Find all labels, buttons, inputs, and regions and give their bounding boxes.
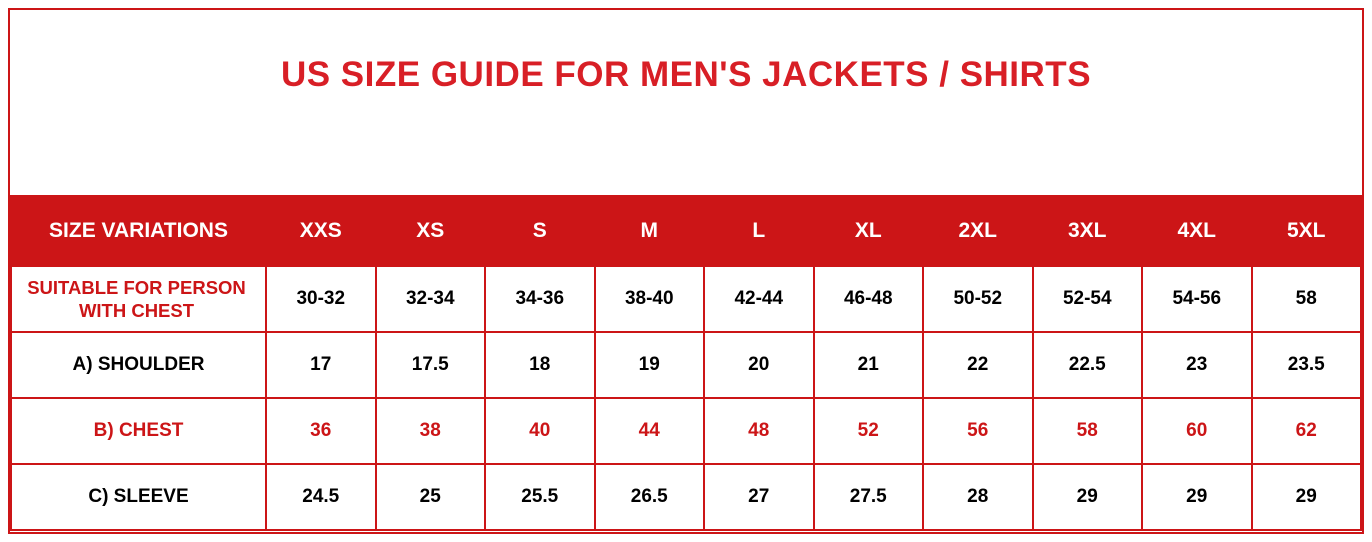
cell-sleeve-xs: 25 bbox=[376, 464, 486, 530]
cell-shoulder-5xl: 23.5 bbox=[1252, 332, 1362, 398]
table-row bbox=[11, 332, 1361, 398]
cell-chest-l: 48 bbox=[704, 398, 814, 464]
table-header-row bbox=[11, 196, 1361, 266]
size-guide-frame bbox=[8, 8, 1364, 534]
column-header-m: M bbox=[595, 196, 705, 266]
row-label-chest: B) CHEST bbox=[11, 398, 266, 464]
cell-chest-5xl: 62 bbox=[1252, 398, 1362, 464]
cell-suitable-chest-xs: 32-34 bbox=[376, 266, 486, 332]
cell-shoulder-xl: 21 bbox=[814, 332, 924, 398]
cell-shoulder-2xl: 22 bbox=[923, 332, 1033, 398]
column-header-s: S bbox=[485, 196, 595, 266]
cell-chest-m: 44 bbox=[595, 398, 705, 464]
cell-suitable-chest-s: 34-36 bbox=[485, 266, 595, 332]
cell-sleeve-2xl: 28 bbox=[923, 464, 1033, 530]
page-title: US SIZE GUIDE FOR MEN'S JACKETS / SHIRTS bbox=[280, 55, 1092, 94]
cell-shoulder-xs: 17.5 bbox=[376, 332, 486, 398]
column-header-xl: XL bbox=[814, 196, 924, 266]
cell-shoulder-l: 20 bbox=[704, 332, 814, 398]
cell-shoulder-4xl: 23 bbox=[1142, 332, 1252, 398]
cell-sleeve-xl: 27.5 bbox=[814, 464, 924, 530]
column-header-2xl: 2XL bbox=[923, 196, 1033, 266]
table-row bbox=[11, 464, 1361, 530]
cell-suitable-chest-5xl: 58 bbox=[1252, 266, 1362, 332]
cell-shoulder-xxs: 17 bbox=[266, 332, 376, 398]
cell-suitable-chest-xl: 46-48 bbox=[814, 266, 924, 332]
table-header bbox=[11, 196, 1361, 266]
cell-chest-2xl: 56 bbox=[923, 398, 1033, 464]
column-header-3xl: 3XL bbox=[1033, 196, 1143, 266]
table-row bbox=[11, 266, 1361, 332]
size-chart-table bbox=[10, 195, 1362, 531]
column-header-4xl: 4XL bbox=[1142, 196, 1252, 266]
row-label-suitable-chest bbox=[11, 266, 266, 332]
cell-sleeve-s: 25.5 bbox=[485, 464, 595, 530]
column-header-5xl: 5XL bbox=[1252, 196, 1362, 266]
cell-suitable-chest-2xl: 50-52 bbox=[923, 266, 1033, 332]
cell-shoulder-m: 19 bbox=[595, 332, 705, 398]
cell-chest-xs: 38 bbox=[376, 398, 486, 464]
cell-suitable-chest-m: 38-40 bbox=[595, 266, 705, 332]
cell-chest-xxs: 36 bbox=[266, 398, 376, 464]
cell-chest-xl: 52 bbox=[814, 398, 924, 464]
title-area bbox=[10, 10, 1362, 195]
cell-shoulder-3xl: 22.5 bbox=[1033, 332, 1143, 398]
cell-sleeve-4xl: 29 bbox=[1142, 464, 1252, 530]
row-label-line2: WITH CHEST bbox=[78, 300, 195, 321]
table-row bbox=[11, 398, 1361, 464]
cell-suitable-chest-xxs: 30-32 bbox=[266, 266, 376, 332]
cell-sleeve-5xl: 29 bbox=[1252, 464, 1362, 530]
cell-sleeve-xxs: 24.5 bbox=[266, 464, 376, 530]
cell-suitable-chest-4xl: 54-56 bbox=[1142, 266, 1252, 332]
cell-sleeve-l: 27 bbox=[704, 464, 814, 530]
column-header-size-variations: SIZE VARIATIONS bbox=[11, 196, 266, 266]
cell-suitable-chest-3xl: 52-54 bbox=[1033, 266, 1143, 332]
column-header-l: L bbox=[704, 196, 814, 266]
cell-suitable-chest-l: 42-44 bbox=[704, 266, 814, 332]
row-label-line1: SUITABLE FOR PERSON bbox=[27, 276, 246, 298]
row-label-sleeve: C) SLEEVE bbox=[11, 464, 266, 530]
cell-sleeve-3xl: 29 bbox=[1033, 464, 1143, 530]
table-body bbox=[11, 266, 1361, 530]
cell-chest-s: 40 bbox=[485, 398, 595, 464]
cell-shoulder-s: 18 bbox=[485, 332, 595, 398]
cell-chest-4xl: 60 bbox=[1142, 398, 1252, 464]
cell-sleeve-m: 26.5 bbox=[595, 464, 705, 530]
column-header-xs: XS bbox=[376, 196, 486, 266]
column-header-xxs: XXS bbox=[266, 196, 376, 266]
cell-chest-3xl: 58 bbox=[1033, 398, 1143, 464]
row-label-shoulder: A) SHOULDER bbox=[11, 332, 266, 398]
